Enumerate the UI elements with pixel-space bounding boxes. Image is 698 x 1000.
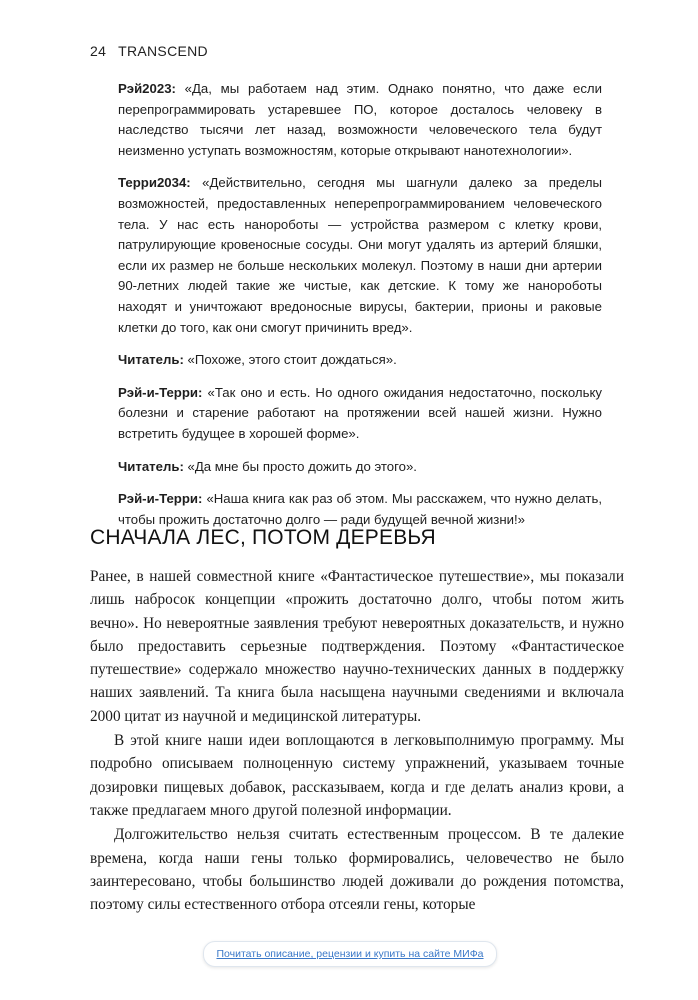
dialogue-text: «Действительно, сегодня мы шагнули далеко за пределы возможностей, предоставленных неперепрограммированием человеческого тела. У нас есть нанороботы — устройства размером с клетку крови, патрулирующие кровеносные сосуды. Они могут удалять из артерий бляшки, если их размер не больше нескольких молекул. Поэтому в наши дни артерии 90-летних людей такие же чистые, как детские. К тому же нанороботы находят и уничтожают вредоносные вирусы, бактерии, прионы и раковые клетки до того, как они смогут причинить вред». xyxy=(118,175,603,335)
paragraph: В этой книге наши идеи воплощаются в легковыполнимую программу. Мы подробно описываем полноценную систему упражнений, указываем точные дозировки пищевых добавок, рассказываем, когда и где делать анализ крови, а также предлагаем много другой полезной информации. xyxy=(90,732,624,819)
dialogue-line xyxy=(118,489,602,530)
speaker: Читатель: xyxy=(118,352,184,368)
dialogue-block xyxy=(118,79,602,542)
speaker: Рэй2023: xyxy=(118,81,176,96)
paragraph: Долгожительство нельзя считать естественным процессом. В те далекие времена, когда наши гены только формировались, человечество не было заинтересовано, чтобы большинство людей доживали до рождения потомства, поэтому силы естественного отбора отсеяли гены, которые xyxy=(90,826,624,914)
speaker: Рэй-и-Терри: xyxy=(118,384,203,400)
body-text xyxy=(90,565,624,916)
dialogue-text: «Похоже, этого стоит дождаться». xyxy=(187,352,397,368)
dialogue-text: «Наша книга как раз об этом. Мы расскажем, что нужно делать, чтобы прожить достаточно долго — ради будущей вечной жизни!» xyxy=(118,491,602,527)
dialogue-line xyxy=(118,350,602,371)
speaker: Читатель: xyxy=(118,458,184,474)
purchase-link[interactable]: Почитать описание, рецензии и купить на сайте МИФа xyxy=(203,941,497,967)
speaker: Терри2034: xyxy=(118,175,191,191)
running-title: TRANSCEND xyxy=(118,43,208,59)
speaker: Рэй-и-Терри: xyxy=(118,491,203,507)
dialogue-text: «Да мне бы просто дожить до этого». xyxy=(187,458,417,474)
dialogue-line xyxy=(118,383,602,445)
dialogue-text: «Да, мы работаем над этим. Однако понятно, что даже если перепрограммировать устаревшее ПО, которое досталось человеку в наследство тысячи лет назад, возможности человеческого тела будут неизменно уступать возможностям, которые открывают нанотехнологии». xyxy=(118,81,602,158)
dialogue-line xyxy=(118,173,602,338)
dialogue-line xyxy=(118,79,602,161)
paragraph: Ранее, в нашей совместной книге «Фантастическое путешествие», мы показали лишь набросок концепции «прожить достаточно долго, чтобы потом жить вечно». Но невероятные заявления требуют невероятных доказательств, и нужно было предоставить серьезные подтверждения. Поэтому «Фантастическое путешествие» содержало множество научно-технических данных в поддержку наших заявлений. Та книга была насыщена научными сведениями и включала 2000 цитат из научной и медицинской литературы. xyxy=(90,568,624,725)
dialogue-line xyxy=(118,457,602,478)
dialogue-text: «Так оно и есть. Но одного ожидания недостаточно, поскольку болезни и старение работают на протяжении всей нашей жизни. Нужно встретить будущее в хорошей форме». xyxy=(118,384,602,441)
running-header xyxy=(90,43,208,59)
section-heading: СНАЧАЛА ЛЕС, ПОТОМ ДЕРЕВЬЯ xyxy=(90,526,436,549)
page-number: 24 xyxy=(90,43,107,59)
